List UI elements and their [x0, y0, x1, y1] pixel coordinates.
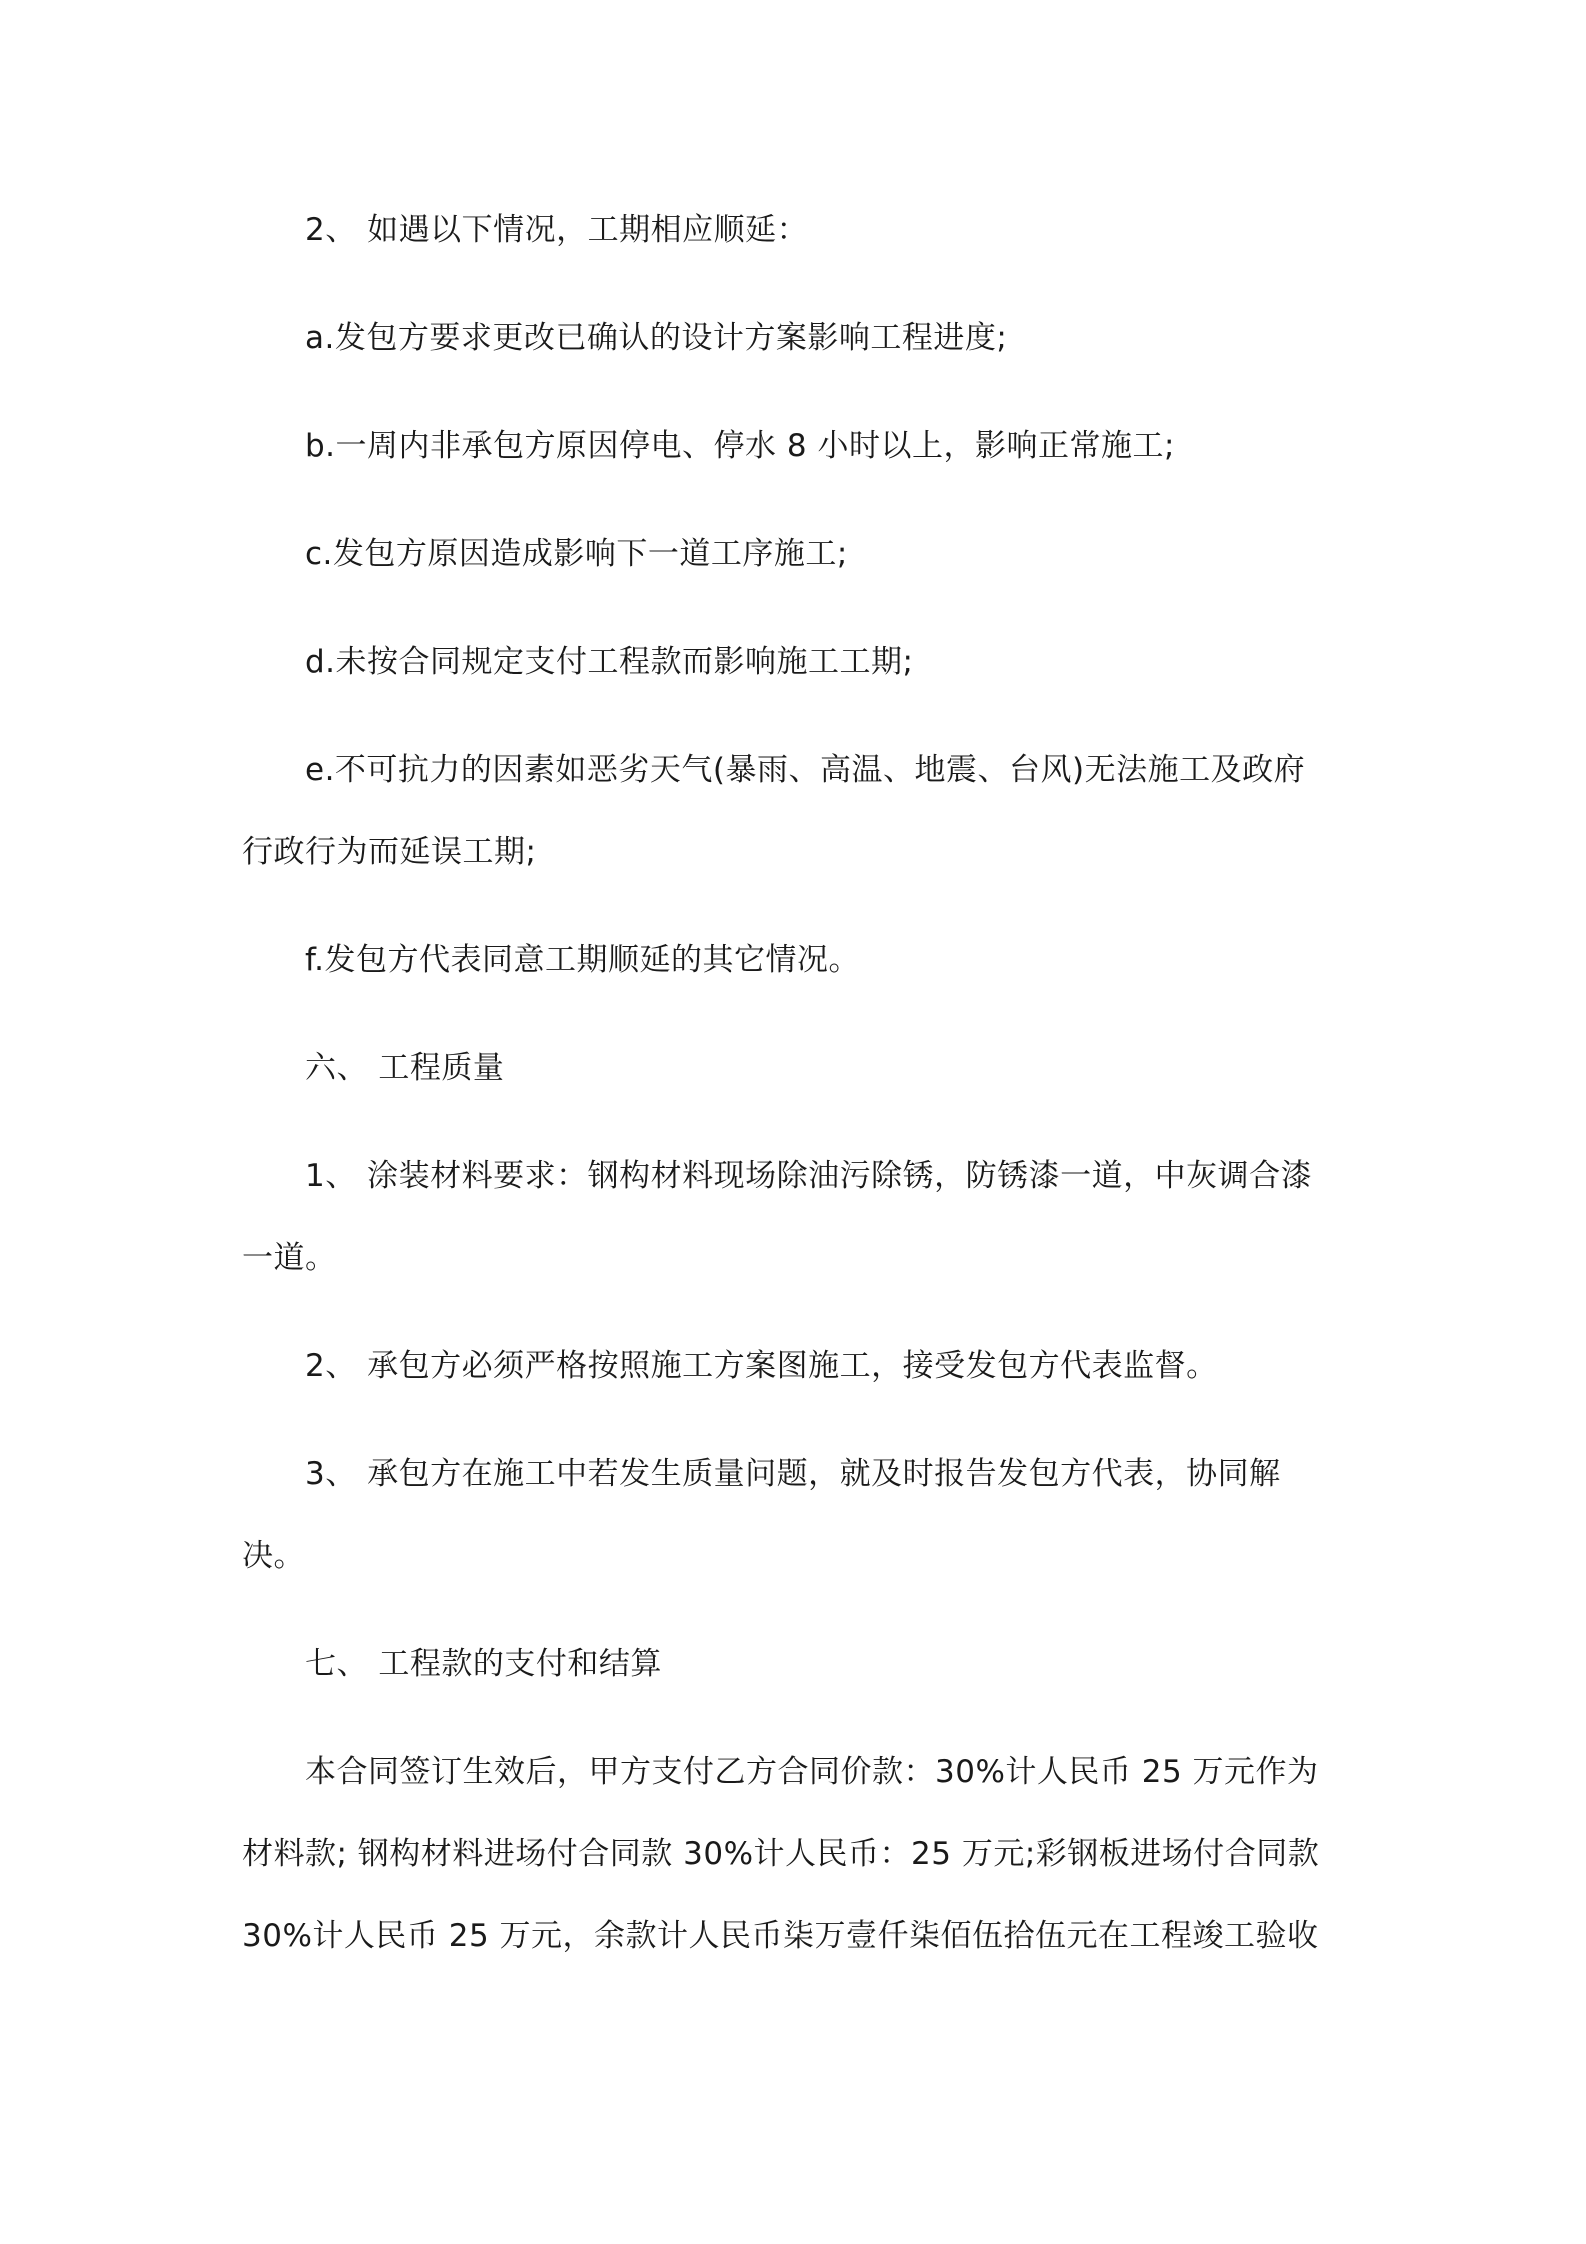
item-a: a.发包方要求更改已确认的设计方案影响工程进度;	[305, 320, 1008, 356]
item-d: d.未按合同规定支付工程款而影响施工工期;	[305, 644, 914, 680]
payment-paragraph-line-2: 材料款; 钢构材料进场付合同款 30%计人民币：25 万元;彩钢板进场付合同款	[242, 1836, 1320, 1872]
quality-clause-1: 1、 涂装材料要求：钢构材料现场除油污除锈，防锈漆一道，中灰调合漆	[305, 1158, 1313, 1194]
payment-paragraph-line-3: 30%计人民币 25 万元，余款计人民币柒万壹仟柒佰伍拾伍元在工程竣工验收	[242, 1918, 1319, 1954]
item-e: e.不可抗力的因素如恶劣天气(暴雨、高温、地震、台风)无法施工及政府	[305, 752, 1306, 788]
item-c: c.发包方原因造成影响下一道工序施工;	[305, 536, 848, 572]
quality-clause-3: 3、 承包方在施工中若发生质量问题，就及时报告发包方代表，协同解	[305, 1456, 1281, 1492]
section-7-heading: 七、 工程款的支付和结算	[305, 1646, 662, 1682]
quality-clause-1-continued: 一道。	[242, 1240, 337, 1276]
clause-2-extension-intro: 2、 如遇以下情况，工期相应顺延：	[305, 212, 809, 248]
quality-clause-2: 2、 承包方必须严格按照施工方案图施工，接受发包方代表监督。	[305, 1348, 1218, 1384]
payment-paragraph-line-1: 本合同签订生效后，甲方支付乙方合同价款：30%计人民币 25 万元作为	[305, 1754, 1319, 1790]
section-6-heading: 六、 工程质量	[305, 1050, 505, 1086]
item-e-continued: 行政行为而延误工期;	[242, 834, 537, 870]
quality-clause-3-continued: 决。	[242, 1538, 305, 1574]
item-b: b.一周内非承包方原因停电、停水 8 小时以上，影响正常施工;	[305, 428, 1175, 464]
item-f: f.发包方代表同意工期顺延的其它情况。	[305, 942, 861, 978]
